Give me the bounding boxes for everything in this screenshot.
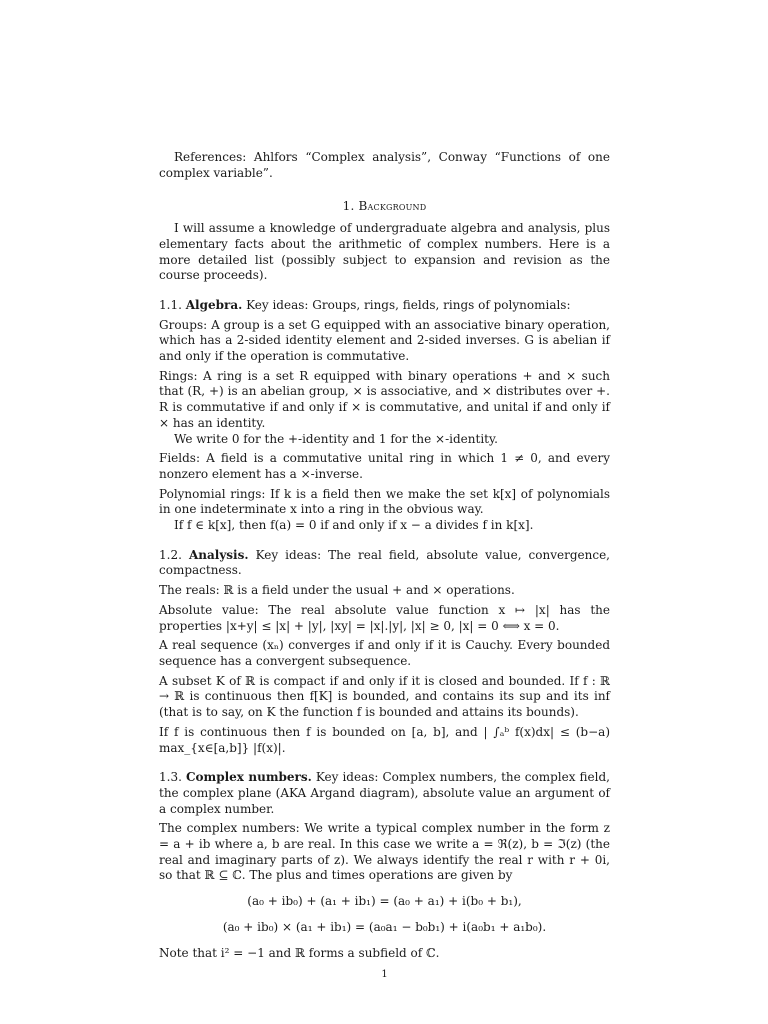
subsection-number: 1.3.: [159, 770, 182, 785]
section-title: Background: [358, 199, 427, 214]
absolute-value-paragraph: Absolute value: The real absolute value function x ↦ |x| has the properties |x+y| ≤ |x| + |y|, |xy| = |x|.|y|, |x| ≥ 0, |x| = 0 ⟺ x = 0.: [159, 602, 610, 633]
algebra-heading-paragraph: [159, 298, 610, 314]
integral-paragraph: If f is continuous then f is bounded on [a, b], and | ∫ₐᵇ f(x)dx| ≤ (b−a) max_{x∈[a,b]} |f(x)|.: [159, 724, 610, 755]
key-ideas-text: Key ideas: Complex numbers, the complex field, the complex plane (AKA Argand diagram), absolute value an argument of a complex number.: [159, 770, 610, 816]
analysis-heading-paragraph: [159, 548, 610, 579]
subsection-number: 1.1.: [159, 297, 182, 312]
complex-heading-paragraph: [159, 770, 610, 817]
key-ideas-text: Key ideas: The real field, absolute value, convergence, compactness.: [159, 547, 610, 578]
subsection-title: Analysis.: [188, 547, 249, 562]
subsection-title: Complex numbers.: [185, 770, 312, 785]
groups-paragraph: Groups: A group is a set G equipped with an associative binary operation, which has a 2-sided identity element and 2-sided inverses. G is abelian if and only if the operation is commutative.: [159, 317, 610, 364]
subsection-number: 1.2.: [159, 547, 182, 562]
note-paragraph: Note that i² = −1 and ℝ forms a subfield of ℂ.: [159, 945, 440, 960]
rings-note: We write 0 for the +-identity and 1 for the ×-identity.: [174, 431, 498, 446]
key-ideas-text: Key ideas: Groups, rings, fields, rings of polynomials:: [246, 297, 571, 312]
background-intro: I will assume a knowledge of undergraduate algebra and analysis, plus elementary facts about the arithmetic of complex numbers. Here is a more detailed list (possibly subject to expansion and revision as the course proceeds).: [159, 221, 610, 283]
rings-paragraph: Rings: A ring is a set R equipped with binary operations + and × such that (R, +) is an abelian group, × is associative, and × distributes over +. R is commutative if and only if × is commutative, and unital if and only if × has an identity.: [159, 368, 610, 430]
reals-paragraph: The reals: ℝ is a field under the usual + and × operations.: [159, 583, 515, 598]
paper-page: [159, 150, 610, 983]
multiplication-equation: (a₀ + ib₀) × (a₁ + ib₁) = (a₀a₁ − b₀b₁) + i(a₀b₁ + a₁b₀).: [222, 919, 547, 934]
polynomial-note: If f ∈ k[x], then f(a) = 0 if and only if x − a divides f in k[x].: [174, 518, 534, 533]
fields-paragraph: Fields: A field is a commutative unital ring in which 1 ≠ 0, and every nonzero element has a ×-inverse.: [159, 451, 610, 481]
polynomial-paragraph: Polynomial rings: If k is a field then we make the set k[x] of polynomials in one indeterminate x into a ring in the obvious way.: [159, 486, 610, 517]
subsection-title: Algebra.: [185, 297, 243, 312]
complex-intro-paragraph: The complex numbers: We write a typical complex number in the form z = a + ib where a, b are real. In this case we write a = ℜ(z), b = ℑ(z) (the real and imaginary parts of z). We always identify the real r with r + 0i, so that ℝ ⊆ ℂ. The plus and times operations are given by: [159, 821, 610, 883]
references-paragraph: References: Ahlfors “Complex analysis”, Conway “Functions of one complex variable”.: [159, 150, 610, 180]
section-heading: [159, 199, 610, 215]
addition-equation: (a₀ + ib₀) + (a₁ + ib₁) = (a₀ + a₁) + i(b₀ + b₁),: [247, 894, 522, 909]
compact-paragraph: A subset K of ℝ is compact if and only if it is closed and bounded. If f : ℝ → ℝ is continuous then f[K] is bounded, and contains its sup and its inf (that is to say, on K the function f is bounded and attains its bounds).: [159, 673, 610, 720]
page-number: 1: [381, 969, 388, 981]
sequence-paragraph: A real sequence (xₙ) converges if and only if it is Cauchy. Every bounded sequence has a convergent subsequence.: [159, 638, 610, 668]
section-number: 1.: [342, 199, 355, 214]
